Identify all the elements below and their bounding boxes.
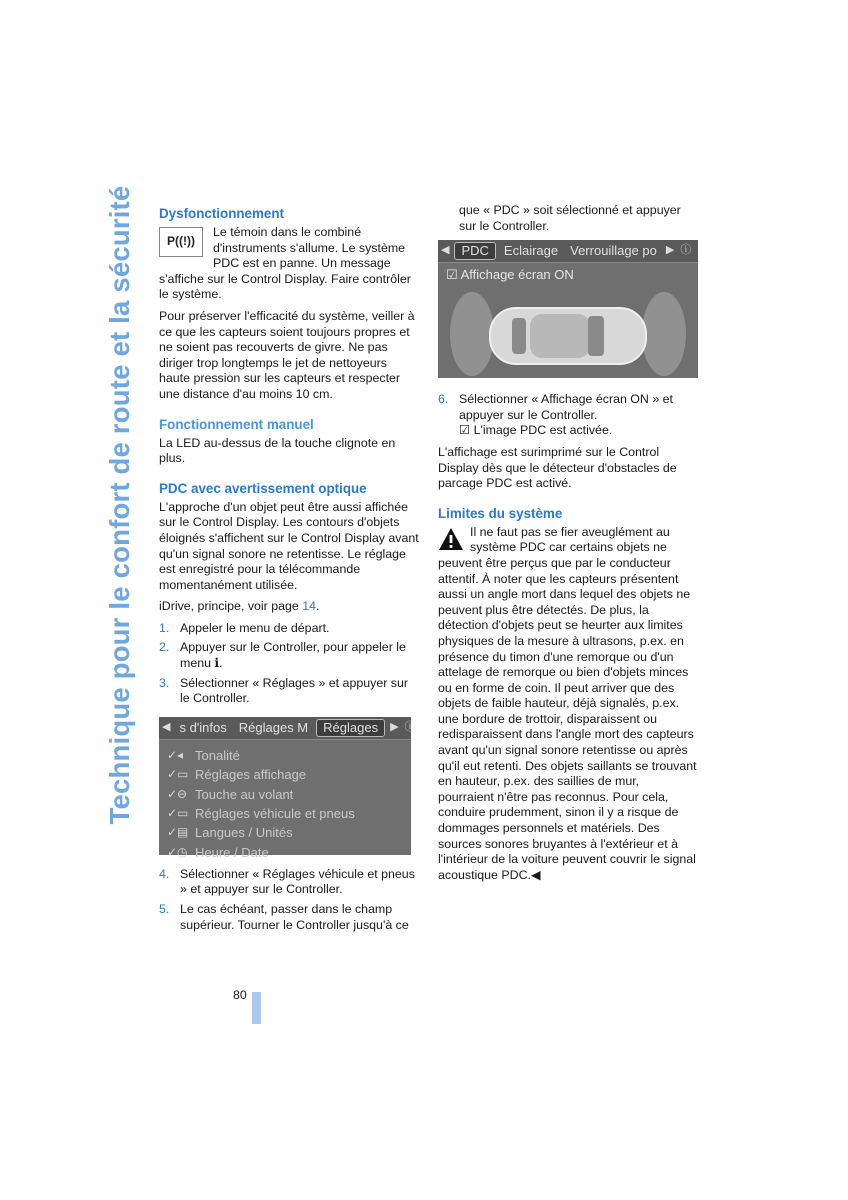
list-item [167,823,403,842]
text: iDrive, principe, voir page [159,599,303,614]
step-text: Sélectionner « Réglages » et appuyer sur le Controller. [180,675,408,706]
paragraph: Le témoin dans le combiné d'instruments s'allume. Le système PDC est en panne. Un message s'affiche sur le Control Display. Faire contrôler le système. [159,225,411,302]
step-number: 3. [159,675,170,690]
car-windshield [588,316,604,356]
step-text: Le cas échéant, passer dans le champ supérieur. Tourner le Controller jusqu'à ce [180,902,409,932]
left-arrow-icon: ◀ [441,244,450,257]
tab-eclairage: Eclairage [503,243,559,259]
info-icon: ⓘ [404,721,416,734]
heading-fonctionnement-manuel: Fonctionnement manuel [159,416,314,432]
clock-icon: ✓◷ [167,844,188,859]
rear-sensor-zone [450,292,494,376]
heading-limites: Limites du système [438,505,563,521]
chapter-title [100,185,140,825]
steps-list [159,621,419,707]
display-icon: ✓▭ [167,767,189,782]
steering-wheel-icon: ✓⊖ [167,786,188,801]
list-item [438,392,698,439]
list-item [167,804,403,823]
list-item [159,867,419,898]
list-item [167,843,403,862]
warning-text: Il ne faut pas se fier aveuglément au système PDC car certains objets ne peuvent être perçus que par le conducteur attentif. À noter que les capteurs présentent aussi un angle mort dans lequel des objets ne peuvent plus être détectés. De plus, la détection d'objets peut se heurter aux limites physiques de la mesure à ultrasons, p.ex. en présence du timon d'une remorque ou d'un attelage de remorque ou bien d'objets minces ou en forme de coin. Il peut arriver que des objets de faible hauteur, déjà signalés, p.ex. une bordure de trottoir, disparaissent ou redisparaissent dans l'angle mort des capteurs avant qu'un signal sonore retentisse ou après qu'il eut retenti. Des objets saillants se trouvant en hauteur, p.ex. des saillies de mur, pourraient n'être pas reconnus. Pour cela, conduire prudemment, sinon il y a risque de dommages personnels et matériels. Des sources sonores bruyantes à l'extérieur et à l'intérieur de la voiture peuvent couvrir le signal acoustique PDC.◀ [438,524,697,882]
tab-reglages-m: Réglages M [238,720,309,736]
left-column [159,200,419,939]
item-label: Heure / Date [195,844,269,860]
tab-reglages: Réglages [316,719,385,737]
step-number: 4. [159,866,170,881]
car-top-view-icon [438,266,698,376]
screen-tabbar [438,240,698,263]
tab-infos: s d'infos [179,720,227,736]
tab-pdc: PDC [454,242,495,260]
tab-verrouillage: Verrouillage po [570,243,657,259]
right-arrow-icon: ▶ [390,721,399,734]
heading-pdc-optique: PDC avec avertissement optique [159,480,367,496]
paragraph: La LED au-dessus de la touche clignote en plus. [159,435,396,466]
item-label: Réglages véhicule et pneus [195,805,355,821]
check-icon: ☑ [459,423,471,438]
screen-tabbar [159,717,416,740]
step-number: 1. [159,620,170,635]
paragraph [159,599,419,615]
paragraph: L'affichage est surimprimé sur le Control Display dès que le détecteur d'obstacles de parcage PDC est activé. [438,444,677,491]
step-text: Sélectionner « Affichage écran ON » et appuyer sur le Controller. [459,392,673,422]
step-number: 2. [159,640,170,655]
right-column [438,203,698,889]
info-icon: ⓘ [680,244,692,257]
step-result: L'image PDC est activée. [473,423,613,438]
language-icon: ✓▤ [167,825,189,840]
page-number: 80 [233,988,247,1002]
settings-menu-screenshot [159,717,416,860]
step-text: Appeler le menu de départ. [180,620,330,635]
list-item [159,640,419,671]
step-number: 5. [159,902,170,917]
item-label: Touche au volant [195,786,294,802]
steps-list [438,392,698,439]
pdc-warning-icon: P((!)) [159,227,203,257]
list-item [167,746,403,765]
warning-block [438,525,698,884]
chapter-title-text: Technique pour le confort de route et la sécurité [104,185,136,825]
list-item [159,621,419,637]
right-arrow-icon: ▶ [665,244,675,257]
warning-triangle-icon [438,527,464,551]
step-number: 6. [438,392,449,407]
pdc-warning-block [159,225,419,303]
item-label: Langues / Unités [195,825,293,841]
paragraph: L'approche d'un objet peut être aussi affichée sur le Control Display. Les contours d'objets éloignés s'affichent sur le Control Display avant qu'un signal sonore ne retentisse. Le réglage est enregistré pour la télécommande momentanément utilisée. [159,499,419,592]
pdc-display-toggle: ☑ Affichage écran ON [446,267,574,283]
item-label: Tonalité [195,747,240,763]
pdc-screen-screenshot [438,240,698,378]
car-icon: ✓▭ [167,805,189,820]
list-item [167,765,403,784]
list-item [167,785,403,804]
list-item [159,676,419,707]
paragraph: que « PDC » soit sélectionné et appuyer sur le Controller. [459,203,681,233]
paragraph: Pour préserver l'efficacité du système, veiller à ce que les capteurs soient toujours propres et ne soient pas recouverts de givre. Ne pas diriger trop longtemps le jet de nettoyeurs haute pression sur les capteurs et respecter une distance d'au moins 10 cm. [159,308,415,401]
step-text: Appuyer sur le Controller, pour appeler le menu ℹ. [180,640,406,671]
list-item [159,902,419,933]
steps-list [159,867,419,933]
left-arrow-icon: ◀ [162,721,171,734]
text: . [316,599,320,614]
toggle-label: Affichage écran ON [460,267,574,283]
car-roof [530,314,590,358]
step-text: Sélectionner « Réglages véhicule et pneus » et appuyer sur le Controller. [180,866,415,897]
page-marker [252,992,261,1024]
item-label: Réglages affichage [195,767,307,783]
settings-list [159,740,411,868]
heading-dysfonctionnement: Dysfonctionnement [159,206,284,221]
front-sensor-zone [642,292,686,376]
car-rear-window [512,318,526,354]
page-link[interactable]: 14 [302,599,317,614]
tone-icon: ✓◂ [167,747,184,762]
